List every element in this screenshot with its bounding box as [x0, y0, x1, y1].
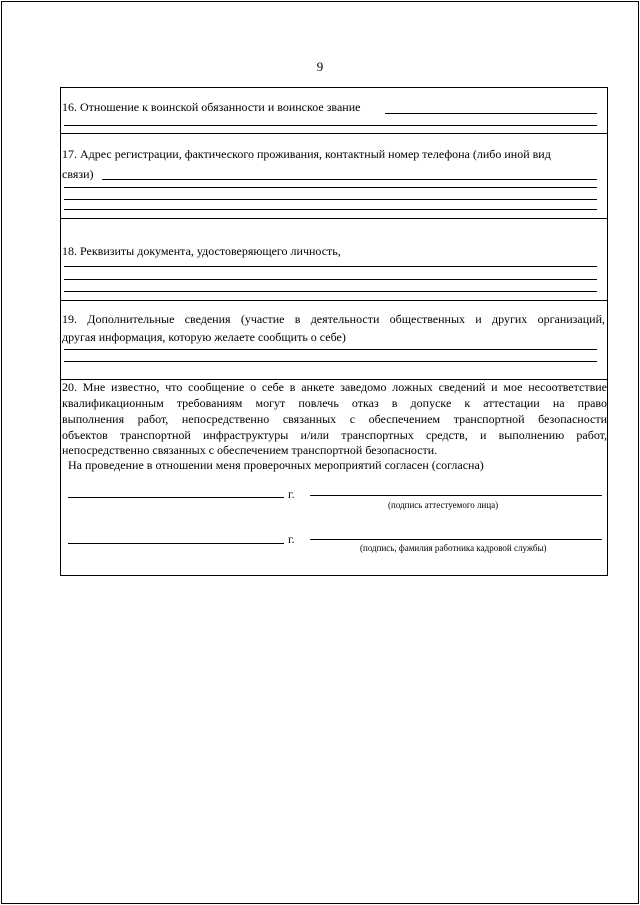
hr-signature-line[interactable] — [310, 539, 602, 540]
item-19-fill-line-1[interactable] — [64, 349, 597, 350]
item-18-fill-line-3[interactable] — [64, 291, 597, 292]
table-top-border — [60, 87, 608, 88]
item-18-fill-line-1[interactable] — [64, 266, 597, 267]
attestee-date-line[interactable] — [68, 497, 284, 498]
hr-date-line[interactable] — [68, 543, 284, 544]
table-right-border — [607, 87, 608, 576]
item-18-fill-line-2[interactable] — [64, 279, 597, 280]
item-16-military-label: 16. Отношение к воинской обязанности и воинское звание — [62, 100, 361, 114]
item-20-statement-line-2: квалификационным требованиям могут повлечь отказ в допуске к аттестации на право — [62, 396, 607, 410]
item-20-statement-line-3: выполнения работ, непосредственно связанных с обеспечением транспортной безопасности — [62, 412, 607, 426]
questionnaire-form — [60, 87, 608, 576]
item-19-fill-line-2[interactable] — [64, 361, 597, 362]
item-19-additional-label-line2: другая информация, которую желаете сообщить о себе) — [62, 330, 346, 344]
item-16-fill-line-2[interactable] — [64, 125, 597, 126]
item-16-fill-line[interactable] — [385, 113, 597, 114]
item-17-fill-line-3[interactable] — [64, 199, 597, 200]
table-bottom-border — [60, 575, 608, 576]
item-17-address-label-line1: 17. Адрес регистрации, фактического проживания, контактный номер телефона (либо иной вид — [62, 147, 551, 161]
hr-year-suffix: г. — [288, 532, 295, 546]
item-19-additional-label-line1: 19. Дополнительные сведения (участие в деятельности общественных и других организаций, — [62, 312, 605, 326]
item-17-fill-line-2[interactable] — [64, 187, 597, 188]
table-left-border — [60, 87, 61, 576]
hr-signature-caption: (подпись, фамилия работника кадровой службы) — [360, 543, 547, 553]
item-17-address-label-line2: связи) — [62, 167, 94, 181]
item-18-identity-label: 18. Реквизиты документа, удостоверяющего личность, — [62, 244, 341, 258]
item-20-statement-line-1: 20. Мне известно, что сообщение о себе в анкете заведомо ложных сведений и мое несоответствие — [62, 380, 607, 394]
item-17-fill-line-1[interactable] — [102, 179, 597, 180]
section-divider-16 — [60, 133, 608, 134]
item-17-fill-line-4[interactable] — [64, 209, 597, 210]
item-20-statement-line-4: объектов транспортной инфраструктуры и/или транспортных средств, и выполнению работ, — [62, 428, 607, 442]
attestee-signature-line[interactable] — [310, 495, 602, 496]
item-20-statement-line-5: непосредственно связанных с обеспечением транспортной безопасности. — [62, 443, 438, 457]
section-divider-17 — [60, 218, 608, 219]
attestee-signature-caption: (подпись аттестуемого лица) — [388, 500, 499, 510]
attestee-year-suffix: г. — [288, 487, 295, 501]
page-number: 9 — [316, 59, 324, 74]
section-divider-18 — [60, 300, 608, 301]
item-20-consent-text: На проведение в отношении меня проверочных мероприятий согласен (согласна) — [68, 458, 484, 472]
